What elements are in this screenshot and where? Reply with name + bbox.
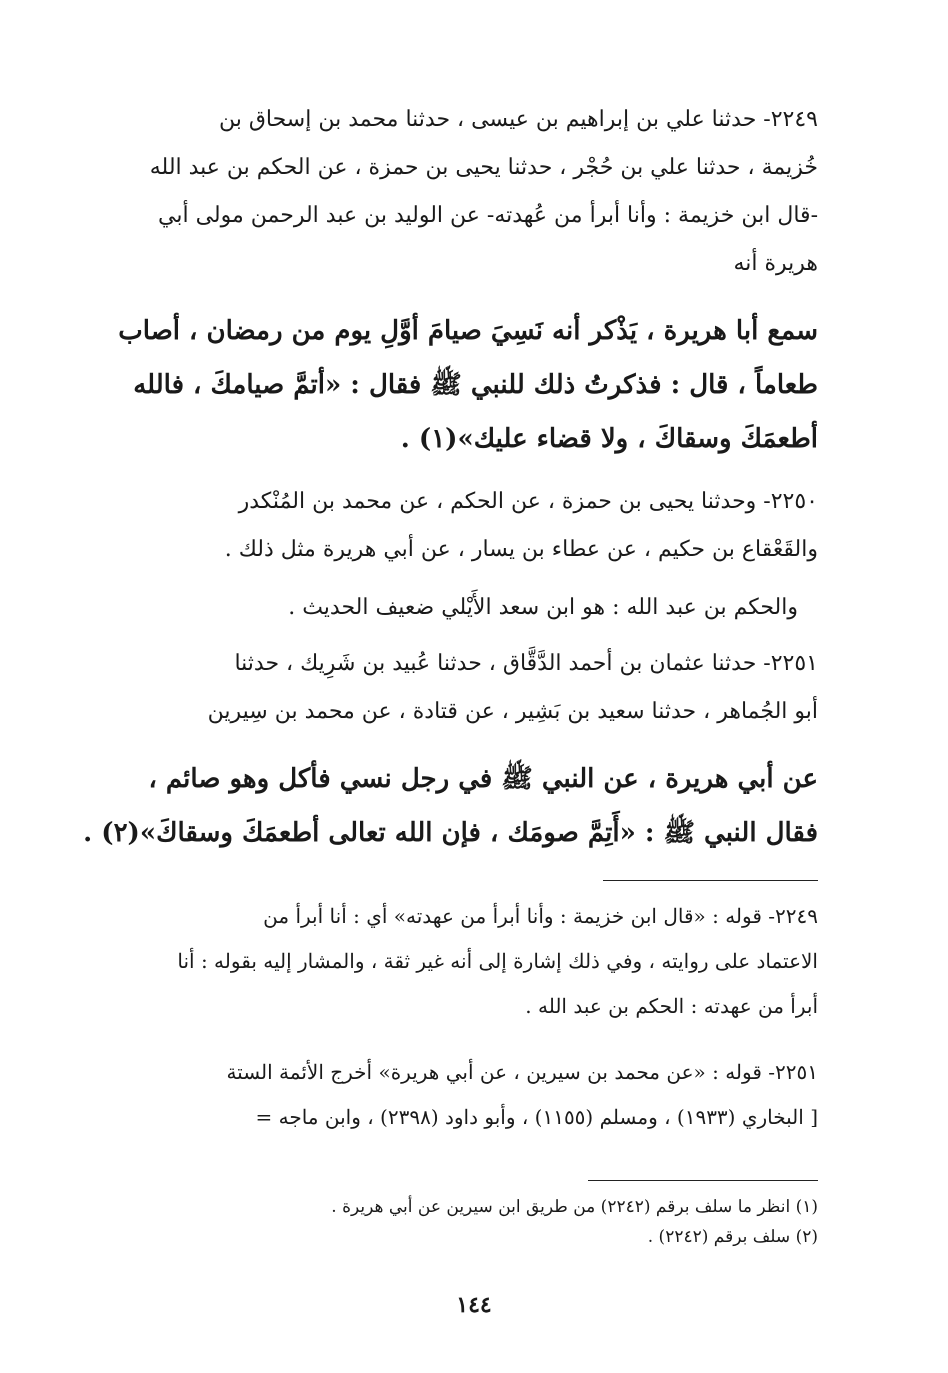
footnote-separator (588, 1180, 818, 1181)
isnad-line: هريرة أنه (733, 251, 818, 276)
isnad-line: خُزيمة ، حدثنا علي بن حُجْر ، حدثنا يحيى بن حمزة ، عن الحكم بن عبد الله (149, 155, 818, 180)
matn-line: سمع أبا هريرة ، يَذْكر أنه نَسِيَ صيامَ أوَّلِ يوم من رمضان ، أصاب (118, 316, 818, 346)
hadith-2250-isnad (128, 478, 818, 574)
page-number: ١٤٤ (456, 1292, 492, 1318)
note-line: ٢٢٥١- قوله : «عن محمد بن سيرين ، عن أبي هريرة» أخرج الأئمة الستة (226, 1060, 818, 1084)
footnote-2: (٢) سلف برقم (٢٢٤٢) . (647, 1227, 818, 1247)
matn-line: فقال النبي ﷺ : «أَتِمَّ صومَك ، فإن الله تعالى أطعمَكَ وسقاكَ»(٢) . (83, 818, 818, 848)
note-line: الاعتماد على روايته ، وفي ذلك إشارة إلى أنه غير ثقة ، والمشار إليه بقوله : أنا (177, 949, 818, 973)
isnad-line: ٢٢٤٩- حدثنا علي بن إبراهيم بن عيسى ، حدثنا محمد بن إسحاق بن (218, 107, 818, 132)
comment-line: والحكم بن عبد الله : هو ابن سعد الأَيْلي ضعيف الحديث . (288, 595, 798, 620)
isnad-line: ٢٢٥٠- وحدثنا يحيى بن حمزة ، عن الحكم ، عن محمد بن المُنْكدر (238, 489, 818, 514)
matn-line: طعاماً ، قال : فذكرتُ ذلك للنبي ﷺ فقال : «أتمَّ صيامكَ ، فالله (133, 370, 818, 400)
note-line: ٢٢٤٩- قوله : «قال ابن خزيمة : وأنا أبرأ من عهدته» أي : أنا أبرأ من (263, 904, 818, 928)
matn-line: عن أبي هريرة ، عن النبي ﷺ في رجل نسي فأكل وهو صائم ، (148, 764, 818, 794)
footnotes (128, 1192, 818, 1252)
hadith-2250-comment (128, 584, 798, 632)
commentary-separator (603, 880, 818, 881)
hadith-2251-isnad (128, 640, 818, 736)
footnote-1: (١) انظر ما سلف برقم (٢٢٤٢) من طريق ابن سيرين عن أبي هريرة . (331, 1197, 818, 1217)
isnad-line: ٢٢٥١- حدثنا عثمان بن أحمد الدَّقَّاق ، حدثنا عُبيد بن شَرِيك ، حدثنا (234, 651, 818, 676)
hadith-2249-isnad (128, 96, 818, 288)
commentary-2249 (128, 894, 818, 1029)
isnad-line: أبو الجُماهر ، حدثنا سعيد بن بَشِير ، عن قتادة ، عن محمد بن سِيرين (207, 699, 818, 724)
isnad-line: والقَعْقاع بن حكيم ، عن عطاء بن يسار ، عن أبي هريرة مثل ذلك . (224, 537, 818, 562)
isnad-line: -قال ابن خزيمة : وأنا أبرأ من عُهدته- عن الوليد بن عبد الرحمن مولى أبي (158, 203, 818, 228)
hadith-2249-matn (118, 304, 818, 466)
hadith-2251-matn (83, 752, 818, 860)
note-line: [ البخاري (١٩٣٣) ، ومسلم (١١٥٥) ، وأبو داود (٢٣٩٨) ، وابن ماجه = (255, 1105, 818, 1129)
commentary-2251 (128, 1050, 818, 1140)
matn-line: أطعمَكَ وسقاكَ ، ولا قضاء عليك»(١) . (400, 424, 818, 454)
note-line: أبرأ من عهدته : الحكم بن عبد الله . (525, 994, 818, 1018)
